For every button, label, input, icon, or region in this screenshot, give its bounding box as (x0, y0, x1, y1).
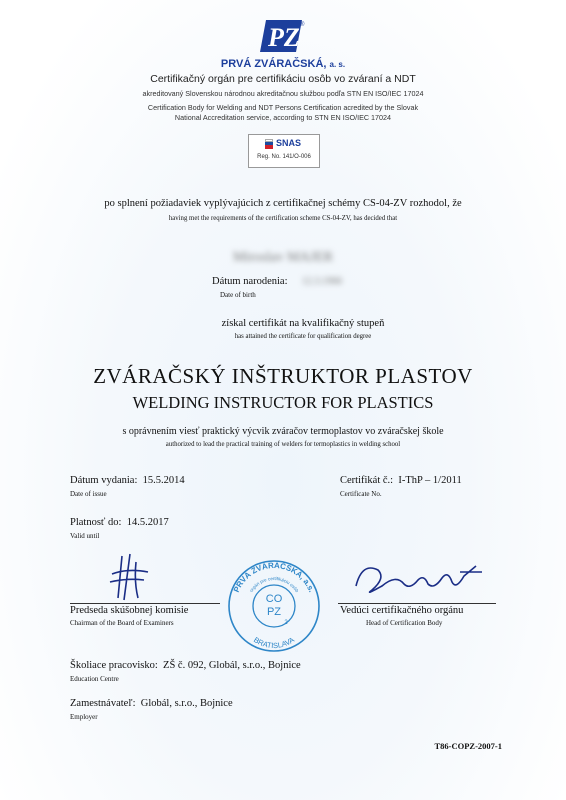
chairman-label-sk: Predseda skúšobnej komisie (70, 605, 189, 616)
validity (70, 517, 169, 528)
certification-stamp (226, 558, 322, 654)
stamp-mid-2: PZ (266, 606, 282, 618)
chairman-signature (108, 552, 154, 604)
head-signature-line (338, 603, 496, 604)
svg-text:®: ® (300, 22, 305, 28)
body-en-line-1: Certification Body for Welding and NDT Persons Certification acredited by the Slovak (147, 103, 419, 112)
validity-label-sk: Platnosť do: (70, 517, 122, 528)
obtained-en: has attained the certificate for qualification degree (234, 333, 372, 340)
cert-no-label-en: Certificate No. (340, 490, 382, 498)
stamp-inner-text: orgán pre certifikáciu osôb (248, 575, 300, 594)
dob-label-en: Date of birth (220, 291, 256, 299)
holder-name: Miroslav MAJER (233, 250, 333, 265)
stamp-mid-1: CO (265, 593, 283, 605)
certificate-number (340, 475, 462, 486)
snas-badge (248, 134, 320, 168)
employer-label-en: Employer (70, 713, 98, 721)
accreditation-sk: akreditovaný Slovenskou národnou akreditačnou službou podľa STN EN ISO/IEC 17024 (142, 89, 424, 98)
stamp-num: 2 (284, 620, 288, 626)
issue-label-en: Date of issue (70, 490, 107, 498)
logo-lettering: PZ (268, 23, 300, 52)
training-centre (70, 660, 301, 671)
prva-zvaracska-logo (256, 18, 306, 56)
form-code: T86-COPZ-2007-1 (434, 741, 502, 751)
snas-label: SNAS (276, 138, 302, 148)
qualification-title-en: WELDING INSTRUCTOR FOR PLASTICS (132, 393, 434, 412)
org-name-text: PRVÁ ZVÁRAČSKÁ (220, 58, 324, 70)
qualification-title-sk: ZVÁRAČSKÝ INŠTRUKTOR PLASTOV (93, 364, 473, 388)
obtained-sk: získal certifikát na kvalifikačný stupeň (221, 318, 385, 329)
snas-reg: Reg. No. 141/O-006 (257, 154, 311, 160)
employer-label-sk: Zamestnávateľ: (70, 698, 136, 709)
issue-date (70, 475, 185, 486)
validity-value: 14.5.2017 (126, 517, 169, 528)
authorization-en: authorized to lead the practical training of welders for termoplastics in welding school (165, 441, 401, 448)
issue-label-sk: Dátum vydania: (70, 475, 138, 486)
body-title-sk: Certifikačný orgán pre certifikáciu osôb vo zváraní a NDT (150, 73, 416, 85)
slovak-coat-of-arms-icon (265, 139, 273, 149)
employer-value: Globál, s.r.o., Bojnice (140, 698, 233, 709)
training-value: ZŠ č. 092, Globál, s.r.o., Bojnice (163, 660, 301, 671)
dob-label-sk: Dátum narodenia: (212, 276, 288, 287)
chairman-signature-line (70, 603, 220, 604)
training-label-sk: Školiace pracovisko: (70, 660, 158, 671)
validity-label-en: Valid until (70, 532, 100, 540)
stamp-bottom-text: BRATISLAVA (252, 635, 296, 651)
head-label-sk: Vedúci certifikačného orgánu (340, 605, 464, 616)
intro-sk: po splnení požiadaviek vyplývajúcich z certifikačnej schémy CS-04-ZV rozhodol, že (104, 198, 462, 209)
head-signature (352, 556, 488, 602)
issue-value: 15.5.2014 (142, 475, 185, 486)
org-suffix: a. s. (329, 60, 346, 69)
chairman-label-en: Chairman of the Board of Examiners (70, 619, 174, 627)
employer (70, 698, 233, 709)
stamp-top-text: PRVÁ ZVÁRAČSKÁ, a.s. (231, 560, 317, 594)
cert-no-label-sk: Certifikát č.: (340, 475, 394, 486)
authorization-sk: s oprávnením viesť praktický výcvik zváračov termoplastov vo zváračskej škole (122, 426, 444, 437)
training-label-en: Education Centre (70, 675, 119, 683)
org-name: PRVÁ ZVÁRAČSKÁ, a. s. (220, 58, 346, 70)
body-en-line-2: National Accreditation service, according to STN EN ISO/IEC 17024 (174, 113, 392, 122)
head-label-en: Head of Certification Body (366, 619, 443, 627)
cert-no-value: I-ThP – 1/2011 (398, 475, 462, 486)
dob-value: 12.3.1966 (302, 276, 342, 287)
intro-en: having met the requirements of the certification scheme CS-04-ZV, has decided that (168, 215, 398, 222)
